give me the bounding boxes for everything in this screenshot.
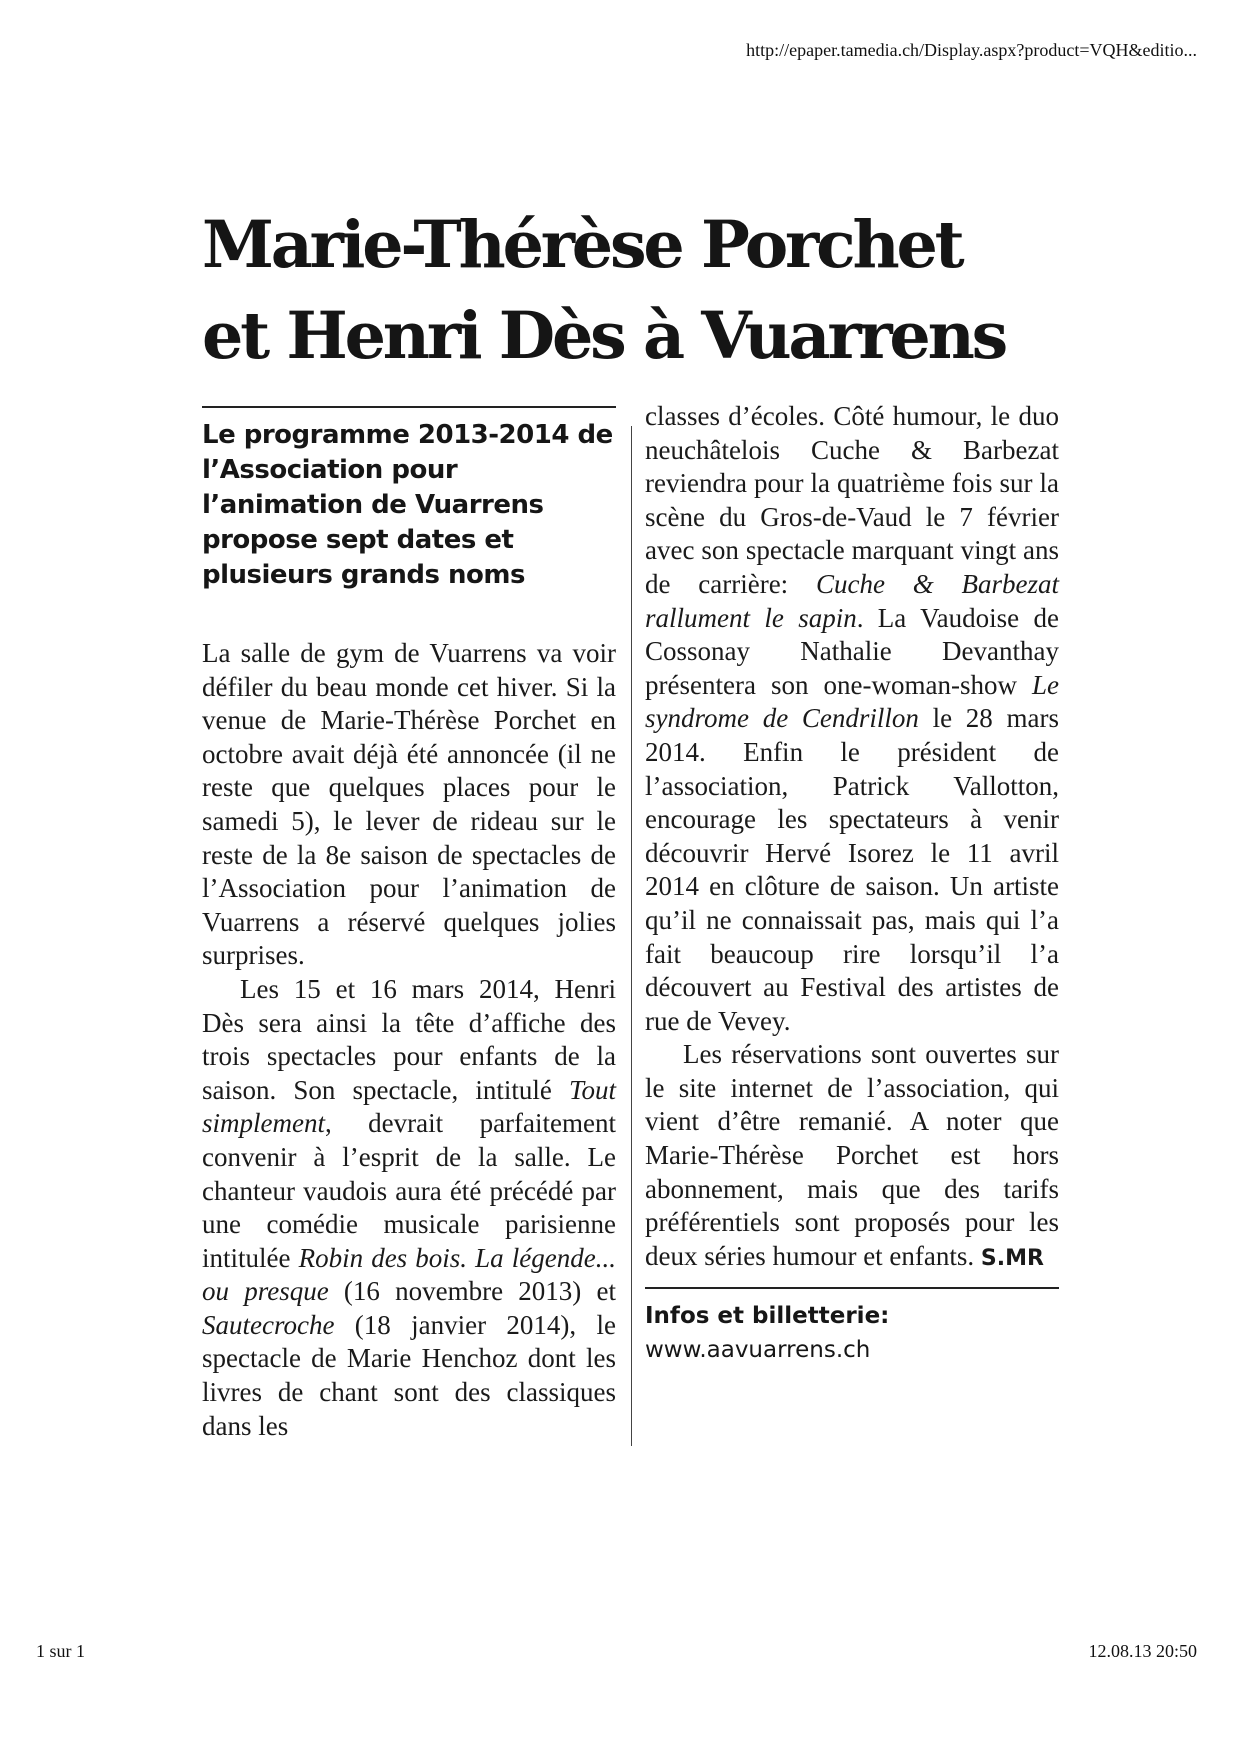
paragraph-2 (202, 973, 616, 1443)
paragraph-1: La salle de gym de Vuarrens va voir défiler du beau monde cet hiver. Si la venue de Marie-Thérèse Porchet en octobre avait déjà été annoncée (il ne reste que quelques places pour le samedi 5), le lever de rideau sur le reste de la 8e saison de spectacles de l’Association pour l’animation de Vuarrens a réservé quelques jolies surprises. (202, 638, 616, 971)
info-url: www.aavuarrens.ch (645, 1337, 871, 1364)
headline-line-1: Marie-Thérèse Porchet (202, 207, 962, 283)
show-title-sautecroche: Sautecroche (202, 1309, 335, 1340)
article-headline (202, 200, 1070, 382)
paragraph-2-text-f: le 28 mars 2014. Enfin le président de l’association, Patrick Vallotton, encourage les spectateurs à venir découvrir Hervé Isorez le 11 avril 2014 en clôture de saison. Un artiste qu’il ne connaissait pas, mais qui l’a fait beaucoup rire lorsqu’il l’a découvert au Festival des artistes de rue de Vevey. (645, 703, 1059, 1036)
article-lead: Le programme 2013-2014 de l’Association pour l’animation de Vuarrens propose sept dates et plusieurs grands noms (202, 420, 613, 590)
lead-top-rule (202, 406, 616, 408)
paragraph-3-text: Les réservations sont ouvertes sur le site internet de l’association, qui vient d’être remanié. A noter que Marie-Thérèse Porchet est hors abonnement, mais que des tarifs préférentiels sont proposés pour les deux séries humour et enfants. (645, 1039, 1059, 1271)
print-footer-page: 1 sur 1 (36, 1641, 85, 1661)
paragraph-2-text-c: (16 novembre 2013) et (328, 1276, 616, 1307)
paragraph-2-text-d-cont: classes d’écoles. Côté humour, le duo neuchâtelois Cuche & Barbezat reviendra pour la quatrième fois sur la scène du Gros-de-Vaud le 7 février avec son spectacle marquant vingt ans de carrière: (645, 401, 1059, 599)
paragraph-2-text-a: Les 15 et 16 mars 2014, Henri Dès sera ainsi la tête d’affiche des trois spectacles pour enfants de la saison. Son spectacle, intitulé (202, 973, 616, 1105)
paragraph-2-text-b: , devrait parfaitement convenir à l’esprit de la salle. Le chanteur vaudois aura été précédé par une comédie musicale parisienne intitulée (202, 1108, 616, 1273)
paragraph-2-text-e: . La Vaudoise de Cossonay Nathalie Devanthay présentera son one-woman-show (645, 602, 1059, 700)
paragraph-2-continued (645, 400, 1059, 1038)
headline-line-2: et Henri Dès à Vuarrens (202, 298, 1006, 374)
article (202, 200, 1070, 1441)
print-header-url: http://epaper.tamedia.ch/Display.aspx?product=VQH&editio... (746, 40, 1197, 60)
column-divider (631, 426, 632, 1446)
paragraph-2-text-d: (18 janvier 2014), le spectacle de Marie Henchoz dont les livres de chant sont des classiques dans les (202, 1309, 616, 1441)
author-signature: S.MR (980, 1245, 1044, 1271)
paragraph-3 (645, 1038, 1059, 1275)
show-title-syndrome-cendrillon: Le syndrome de Cendrillon (645, 669, 1059, 734)
show-title-robin-des-bois: Robin des bois. La légende... ou presque (202, 1242, 616, 1307)
info-label: Infos et billetterie: (645, 1303, 890, 1330)
print-footer-datetime: 12.08.13 20:50 (1088, 1641, 1197, 1661)
column-left (202, 406, 616, 1443)
info-rule (645, 1287, 1059, 1289)
column-right (645, 401, 1059, 1367)
show-title-cuche-barbezat: Cuche & Barbezat rallument le sapin (645, 568, 1059, 633)
show-title-tout-simplement: Tout simplement (202, 1074, 616, 1139)
